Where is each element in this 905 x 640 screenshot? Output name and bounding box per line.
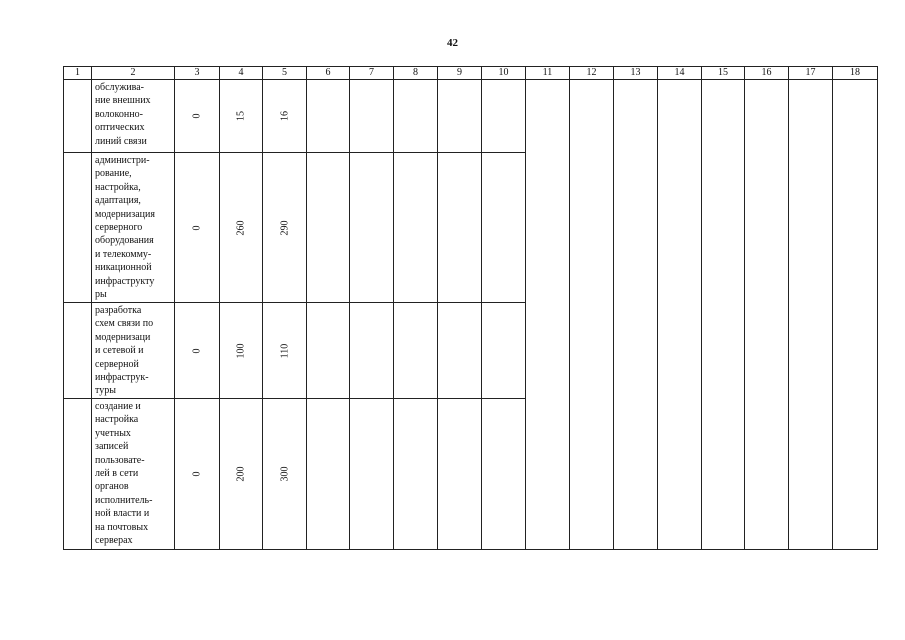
header-cell-18: 18 xyxy=(833,67,878,80)
value-cell-col4 xyxy=(220,303,263,399)
value-cell-col3 xyxy=(175,303,220,399)
empty-cell xyxy=(438,399,482,550)
row-blank-cell xyxy=(64,399,92,550)
empty-cell xyxy=(307,153,350,303)
empty-cell xyxy=(482,80,526,153)
empty-merged-cell xyxy=(702,80,745,550)
row-description xyxy=(92,303,175,399)
value-cell-col4 xyxy=(220,80,263,153)
value-cell-col3 xyxy=(175,399,220,550)
empty-cell xyxy=(394,80,438,153)
header-cell-12: 12 xyxy=(570,67,614,80)
empty-cell xyxy=(307,303,350,399)
empty-cell xyxy=(350,399,394,550)
value-col5: 110 xyxy=(278,343,290,358)
header-cell-11: 11 xyxy=(526,67,570,80)
value-col4: 100 xyxy=(235,343,247,358)
empty-merged-cell xyxy=(833,80,878,550)
value-cell-col5 xyxy=(263,303,307,399)
empty-cell xyxy=(482,153,526,303)
row-description-text: разработка схем связи по модернизаци и сетевой и серверной инфраструк- туры xyxy=(95,305,154,397)
value-col3: 0 xyxy=(191,225,203,230)
page-number: 42 xyxy=(447,37,458,49)
empty-cell xyxy=(307,399,350,550)
row-description-text: создание и настройка учетных записей пользовате- лей в сети органов исполнитель- ной власти и на почтовых серверах xyxy=(95,401,153,547)
data-table xyxy=(63,66,878,550)
value-col5: 16 xyxy=(278,111,290,121)
row-description xyxy=(92,399,175,550)
value-cell-col5 xyxy=(263,80,307,153)
value-cell-col5 xyxy=(263,153,307,303)
header-cell-9: 9 xyxy=(438,67,482,80)
empty-merged-cell xyxy=(745,80,789,550)
value-col3: 0 xyxy=(191,471,203,477)
header-cell-4: 4 xyxy=(220,67,263,80)
value-col4: 260 xyxy=(235,220,247,235)
value-col3: 0 xyxy=(191,348,203,353)
value-col4: 15 xyxy=(235,111,247,121)
value-col3: 0 xyxy=(191,113,203,119)
empty-merged-cell xyxy=(570,80,614,550)
empty-cell xyxy=(438,80,482,153)
empty-cell xyxy=(350,303,394,399)
empty-cell xyxy=(438,303,482,399)
header-cell-15: 15 xyxy=(702,67,745,80)
header-cell-1: 1 xyxy=(64,67,92,80)
value-col5: 290 xyxy=(278,220,290,235)
empty-merged-cell xyxy=(658,80,702,550)
header-cell-17: 17 xyxy=(789,67,833,80)
value-col4: 200 xyxy=(235,466,247,482)
value-cell-col4 xyxy=(220,153,263,303)
row-description-text: обслужива- ние внешних волоконно- оптических линий связи xyxy=(95,82,151,147)
empty-cell xyxy=(350,153,394,303)
table-row xyxy=(64,80,878,153)
value-cell-col5 xyxy=(263,399,307,550)
empty-cell xyxy=(394,399,438,550)
value-col5: 300 xyxy=(278,466,290,482)
empty-cell xyxy=(482,303,526,399)
empty-cell xyxy=(394,153,438,303)
header-cell-3: 3 xyxy=(175,67,220,80)
value-cell-col3 xyxy=(175,80,220,153)
header-cell-10: 10 xyxy=(482,67,526,80)
empty-cell xyxy=(394,303,438,399)
empty-cell xyxy=(482,399,526,550)
value-cell-col4 xyxy=(220,399,263,550)
row-blank-cell xyxy=(64,80,92,153)
row-description-text: администри- рование, настройка, адаптация, модернизация серверного оборудования и телекомму- никационной инфраструкту ры xyxy=(95,155,155,301)
header-cell-6: 6 xyxy=(307,67,350,80)
value-cell-col3 xyxy=(175,153,220,303)
empty-merged-cell xyxy=(526,80,570,550)
empty-cell xyxy=(438,153,482,303)
header-cell-5: 5 xyxy=(263,67,307,80)
row-blank-cell xyxy=(64,153,92,303)
empty-cell xyxy=(307,80,350,153)
header-cell-14: 14 xyxy=(658,67,702,80)
header-cell-13: 13 xyxy=(614,67,658,80)
empty-cell xyxy=(350,80,394,153)
empty-merged-cell xyxy=(789,80,833,550)
header-cell-16: 16 xyxy=(745,67,789,80)
empty-merged-cell xyxy=(614,80,658,550)
row-description xyxy=(92,80,175,153)
header-row xyxy=(64,67,878,80)
header-cell-7: 7 xyxy=(350,67,394,80)
row-description xyxy=(92,153,175,303)
header-cell-8: 8 xyxy=(394,67,438,80)
row-blank-cell xyxy=(64,303,92,399)
header-cell-2: 2 xyxy=(92,67,175,80)
